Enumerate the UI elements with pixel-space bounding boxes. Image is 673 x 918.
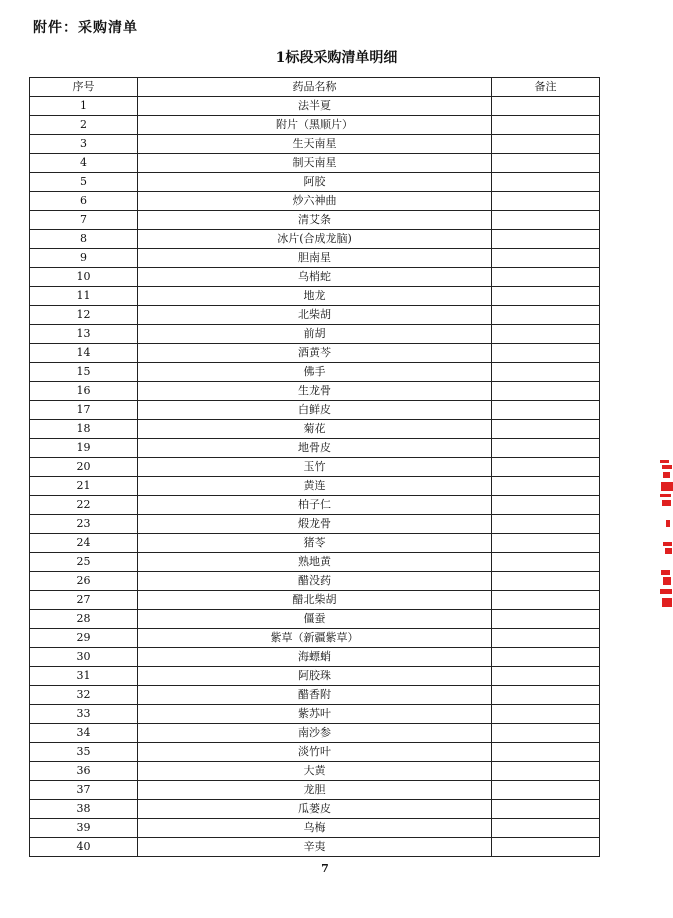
drug-name-cell: 地龙 [138,287,492,306]
column-header-drug-name: 药品名称 [138,78,492,97]
serial-number-cell: 34 [30,724,138,743]
table-body [30,97,600,857]
table-row [30,686,600,705]
serial-number-cell: 37 [30,781,138,800]
drug-name-cell: 醋香附 [138,686,492,705]
drug-name-cell: 紫苏叶 [138,705,492,724]
table-row [30,610,600,629]
remarks-cell [492,610,600,629]
drug-name-cell: 紫草（新疆紫草） [138,629,492,648]
remarks-cell [492,420,600,439]
table-row [30,344,600,363]
table-row [30,781,600,800]
table-row [30,724,600,743]
table-row [30,363,600,382]
remarks-cell [492,705,600,724]
serial-number-cell: 28 [30,610,138,629]
remarks-cell [492,781,600,800]
table-row [30,458,600,477]
table-row [30,439,600,458]
remarks-cell [492,648,600,667]
drug-name-cell: 南沙参 [138,724,492,743]
drug-name-cell: 淡竹叶 [138,743,492,762]
remarks-cell [492,268,600,287]
table-row [30,192,600,211]
table-row [30,325,600,344]
serial-number-cell: 27 [30,591,138,610]
table-row [30,819,600,838]
drug-name-cell: 乌梢蛇 [138,268,492,287]
serial-number-cell: 24 [30,534,138,553]
serial-number-cell: 36 [30,762,138,781]
serial-number-cell: 3 [30,135,138,154]
table-row [30,306,600,325]
table-row [30,762,600,781]
drug-name-cell: 炒六神曲 [138,192,492,211]
remarks-cell [492,553,600,572]
drug-name-cell: 白鲜皮 [138,401,492,420]
drug-name-cell: 海螵蛸 [138,648,492,667]
remarks-cell [492,230,600,249]
table-row [30,743,600,762]
remarks-cell [492,382,600,401]
table-row [30,629,600,648]
serial-number-cell: 6 [30,192,138,211]
serial-number-cell: 26 [30,572,138,591]
column-header-serial-number: 序号 [30,78,138,97]
table-row [30,97,600,116]
remarks-cell [492,838,600,857]
serial-number-cell: 16 [30,382,138,401]
serial-number-cell: 1 [30,97,138,116]
drug-name-cell: 冰片(合成龙脑) [138,230,492,249]
remarks-cell [492,515,600,534]
serial-number-cell: 7 [30,211,138,230]
remarks-cell [492,534,600,553]
drug-name-cell: 阿胶珠 [138,667,492,686]
remarks-cell [492,344,600,363]
drug-name-cell: 酒黄芩 [138,344,492,363]
serial-number-cell: 15 [30,363,138,382]
remarks-cell [492,686,600,705]
serial-number-cell: 4 [30,154,138,173]
serial-number-cell: 35 [30,743,138,762]
drug-name-cell: 附片（黑顺片） [138,116,492,135]
remarks-cell [492,591,600,610]
remarks-cell [492,743,600,762]
table-row [30,249,600,268]
table-row [30,401,600,420]
drug-name-cell: 龙胆 [138,781,492,800]
attachment-label: 附件：采购清单 [33,20,138,36]
serial-number-cell: 18 [30,420,138,439]
table-row [30,477,600,496]
serial-number-cell: 32 [30,686,138,705]
serial-number-cell: 22 [30,496,138,515]
drug-name-cell: 乌梅 [138,819,492,838]
drug-name-cell: 北柴胡 [138,306,492,325]
remarks-cell [492,401,600,420]
drug-name-cell: 法半夏 [138,97,492,116]
drug-name-cell: 辛夷 [138,838,492,857]
drug-name-cell: 醋没药 [138,572,492,591]
serial-number-cell: 38 [30,800,138,819]
table-row [30,534,600,553]
table-row [30,382,600,401]
remarks-cell [492,116,600,135]
drug-name-cell: 阿胶 [138,173,492,192]
page-number: 7 [321,862,329,875]
table-row [30,135,600,154]
table-row [30,648,600,667]
table-row [30,211,600,230]
drug-name-cell: 制天南星 [138,154,492,173]
remarks-cell [492,477,600,496]
drug-name-cell: 生龙骨 [138,382,492,401]
table-row [30,667,600,686]
serial-number-cell: 13 [30,325,138,344]
drug-name-cell: 猪苓 [138,534,492,553]
remarks-cell [492,97,600,116]
table-row [30,800,600,819]
remarks-cell [492,762,600,781]
table-row [30,553,600,572]
serial-number-cell: 20 [30,458,138,477]
drug-name-cell: 黄连 [138,477,492,496]
table-row [30,496,600,515]
serial-number-cell: 2 [30,116,138,135]
remarks-cell [492,249,600,268]
drug-name-cell: 地骨皮 [138,439,492,458]
drug-name-cell: 前胡 [138,325,492,344]
serial-number-cell: 21 [30,477,138,496]
drug-name-cell: 玉竹 [138,458,492,477]
remarks-cell [492,572,600,591]
table-row [30,154,600,173]
serial-number-cell: 33 [30,705,138,724]
serial-number-cell: 19 [30,439,138,458]
column-header-remarks: 备注 [492,78,600,97]
remarks-cell [492,629,600,648]
red-seal-stamp-fragment [651,458,673,610]
drug-name-cell: 大黄 [138,762,492,781]
drug-name-cell: 僵蚕 [138,610,492,629]
remarks-cell [492,287,600,306]
serial-number-cell: 23 [30,515,138,534]
table-row [30,705,600,724]
drug-name-cell: 醋北柴胡 [138,591,492,610]
drug-name-cell: 胆南星 [138,249,492,268]
drug-name-cell: 煅龙骨 [138,515,492,534]
drug-name-cell: 柏子仁 [138,496,492,515]
serial-number-cell: 12 [30,306,138,325]
remarks-cell [492,306,600,325]
table-row [30,287,600,306]
table-row [30,838,600,857]
remarks-cell [492,173,600,192]
table-row [30,173,600,192]
table-row [30,268,600,287]
remarks-cell [492,363,600,382]
serial-number-cell: 8 [30,230,138,249]
table-row [30,116,600,135]
serial-number-cell: 39 [30,819,138,838]
serial-number-cell: 10 [30,268,138,287]
serial-number-cell: 29 [30,629,138,648]
remarks-cell [492,439,600,458]
serial-number-cell: 17 [30,401,138,420]
remarks-cell [492,192,600,211]
remarks-cell [492,154,600,173]
serial-number-cell: 31 [30,667,138,686]
table-row [30,420,600,439]
table-header-row [30,78,600,97]
table-row [30,515,600,534]
serial-number-cell: 11 [30,287,138,306]
drug-name-cell: 瓜蒌皮 [138,800,492,819]
remarks-cell [492,496,600,515]
remarks-cell [492,135,600,154]
table-row [30,572,600,591]
table-row [30,230,600,249]
serial-number-cell: 40 [30,838,138,857]
serial-number-cell: 25 [30,553,138,572]
serial-number-cell: 9 [30,249,138,268]
serial-number-cell: 14 [30,344,138,363]
serial-number-cell: 5 [30,173,138,192]
table-row [30,591,600,610]
drug-name-cell: 熟地黄 [138,553,492,572]
drug-name-cell: 菊花 [138,420,492,439]
remarks-cell [492,211,600,230]
remarks-cell [492,819,600,838]
serial-number-cell: 30 [30,648,138,667]
remarks-cell [492,325,600,344]
remarks-cell [492,458,600,477]
drug-name-cell: 清艾条 [138,211,492,230]
drug-name-cell: 生天南星 [138,135,492,154]
document-title: 1标段采购清单明细 [275,50,398,66]
remarks-cell [492,667,600,686]
remarks-cell [492,800,600,819]
remarks-cell [492,724,600,743]
drug-name-cell: 佛手 [138,363,492,382]
procurement-table [29,77,600,857]
